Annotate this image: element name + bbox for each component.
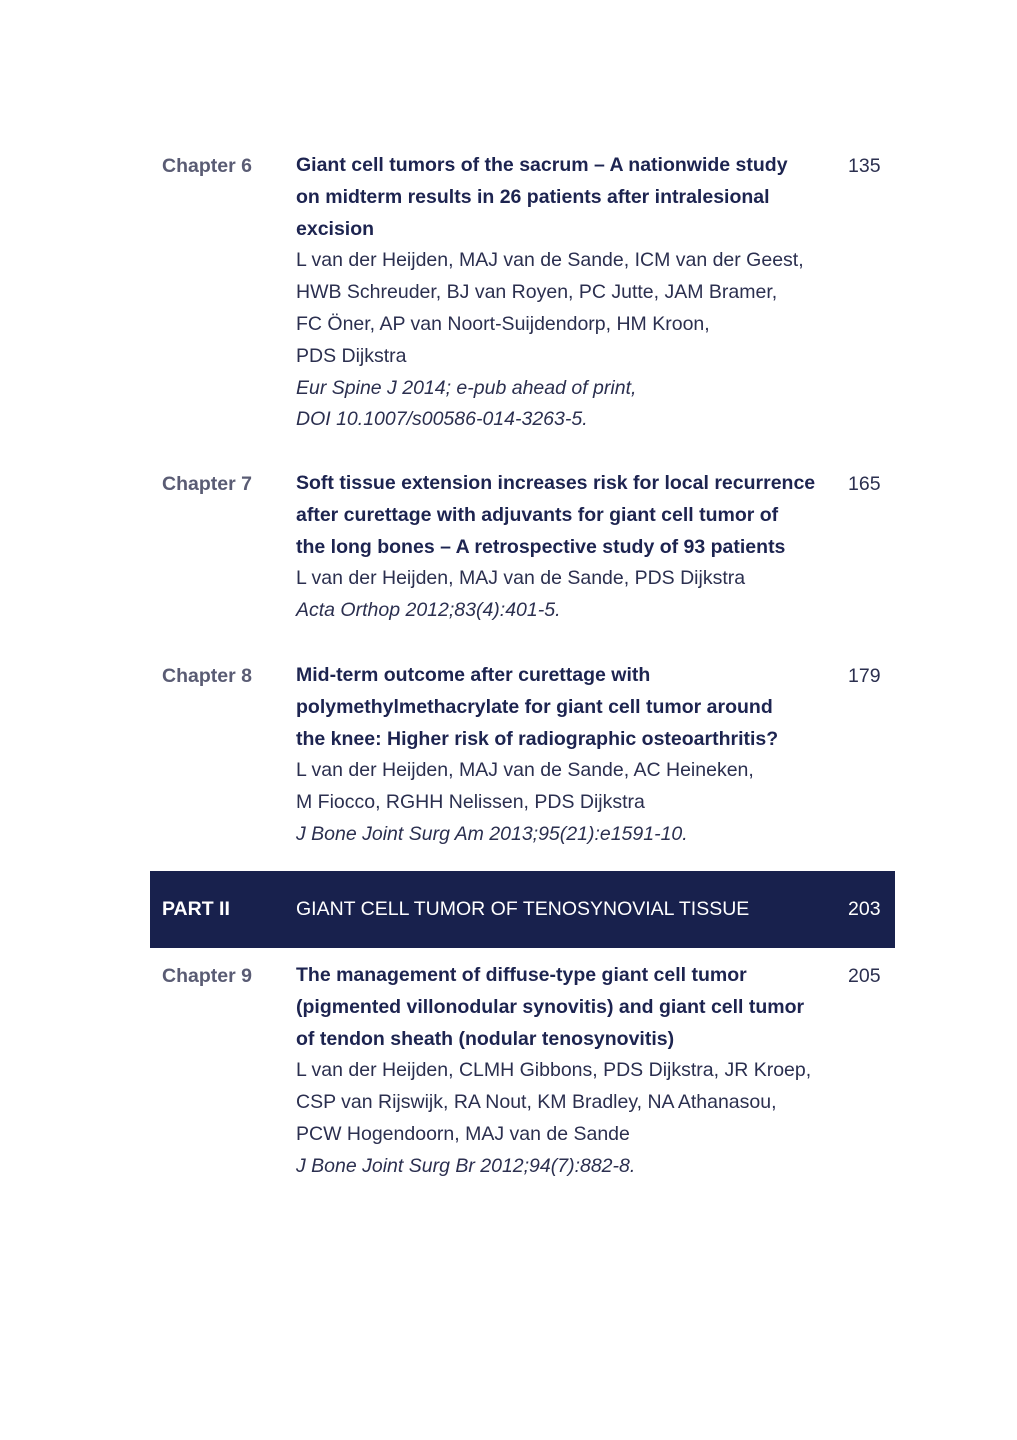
author-line: CSP van Rijswijk, RA Nout, KM Bradley, NA Athanasou, — [296, 1091, 777, 1114]
chapter-label: Chapter 8 — [162, 665, 252, 687]
page-number: 165 — [848, 473, 881, 495]
author-line: L van der Heijden, MAJ van de Sande, AC Heineken, — [296, 759, 754, 782]
chapter-title — [296, 960, 836, 1055]
chapter-body — [296, 150, 836, 436]
part-label: PART II — [162, 898, 230, 920]
part-header-bar — [150, 871, 895, 948]
chapter-label: Chapter 7 — [162, 473, 252, 495]
title-line: (pigmented villonodular synovitis) and giant cell tumor — [296, 995, 805, 1018]
chapter-body — [296, 468, 836, 627]
chapter-journal — [296, 819, 836, 851]
author-line: PDS Dijkstra — [296, 344, 407, 367]
chapter-authors — [296, 245, 836, 372]
page-number: 205 — [848, 965, 881, 987]
author-line: FC Öner, AP van Noort-Suijdendorp, HM Kroon, — [296, 312, 710, 335]
title-line: Mid-term outcome after curettage with — [296, 664, 651, 686]
author-line: HWB Schreuder, BJ van Royen, PC Jutte, JAM Bramer, — [296, 281, 778, 304]
author-line: PCW Hogendoorn, MAJ van de Sande — [296, 1122, 630, 1145]
title-line: on midterm results in 26 patients after intralesional — [296, 185, 770, 208]
chapter-journal — [296, 1151, 836, 1183]
title-line: The management of diffuse-type giant cell tumor — [296, 964, 747, 986]
part-page-number: 203 — [848, 898, 881, 920]
chapter-title — [296, 468, 836, 563]
author-line: L van der Heijden, MAJ van de Sande, PDS Dijkstra — [296, 567, 746, 590]
chapter-journal — [296, 595, 836, 627]
chapter-body — [296, 960, 836, 1183]
chapter-authors — [296, 1055, 836, 1150]
author-line: L van der Heijden, CLMH Gibbons, PDS Dijkstra, JR Kroep, — [296, 1059, 812, 1082]
title-line: polymethylmethacrylate for giant cell tumor around — [296, 695, 773, 718]
title-line: of tendon sheath (nodular tenosynovitis) — [296, 1027, 675, 1050]
author-line: M Fiocco, RGHH Nelissen, PDS Dijkstra — [296, 791, 645, 814]
chapter-label: Chapter 9 — [162, 965, 252, 987]
title-line: Giant cell tumors of the sacrum – A nationwide study — [296, 154, 788, 176]
title-line: Soft tissue extension increases risk for local recurrence — [296, 472, 816, 494]
chapter-body — [296, 660, 836, 851]
chapter-authors — [296, 563, 836, 595]
chapter-authors — [296, 755, 836, 819]
page-number: 135 — [848, 155, 881, 177]
chapter-title — [296, 150, 836, 245]
author-line: L van der Heijden, MAJ van de Sande, ICM van der Geest, — [296, 249, 804, 272]
chapter-title — [296, 660, 836, 755]
title-line: the knee: Higher risk of radiographic osteoarthritis? — [296, 727, 779, 750]
journal-line: Acta Orthop 2012;83(4):401-5. — [296, 599, 561, 622]
journal-line: DOI 10.1007/s00586-014-3263-5. — [296, 408, 588, 431]
page-number: 179 — [848, 665, 881, 687]
part-title: GIANT CELL TUMOR OF TENOSYNOVIAL TISSUE — [296, 898, 750, 920]
chapter-journal — [296, 373, 836, 437]
title-line: excision — [296, 217, 375, 240]
journal-line: J Bone Joint Surg Am 2013;95(21):e1591-10. — [296, 822, 688, 845]
chapter-label: Chapter 6 — [162, 155, 252, 177]
title-line: after curettage with adjuvants for giant cell tumor of — [296, 503, 779, 526]
journal-line: J Bone Joint Surg Br 2012;94(7):882-8. — [296, 1154, 636, 1177]
journal-line: Eur Spine J 2014; e-pub ahead of print, — [296, 376, 637, 399]
title-line: the long bones – A retrospective study of 93 patients — [296, 535, 786, 558]
